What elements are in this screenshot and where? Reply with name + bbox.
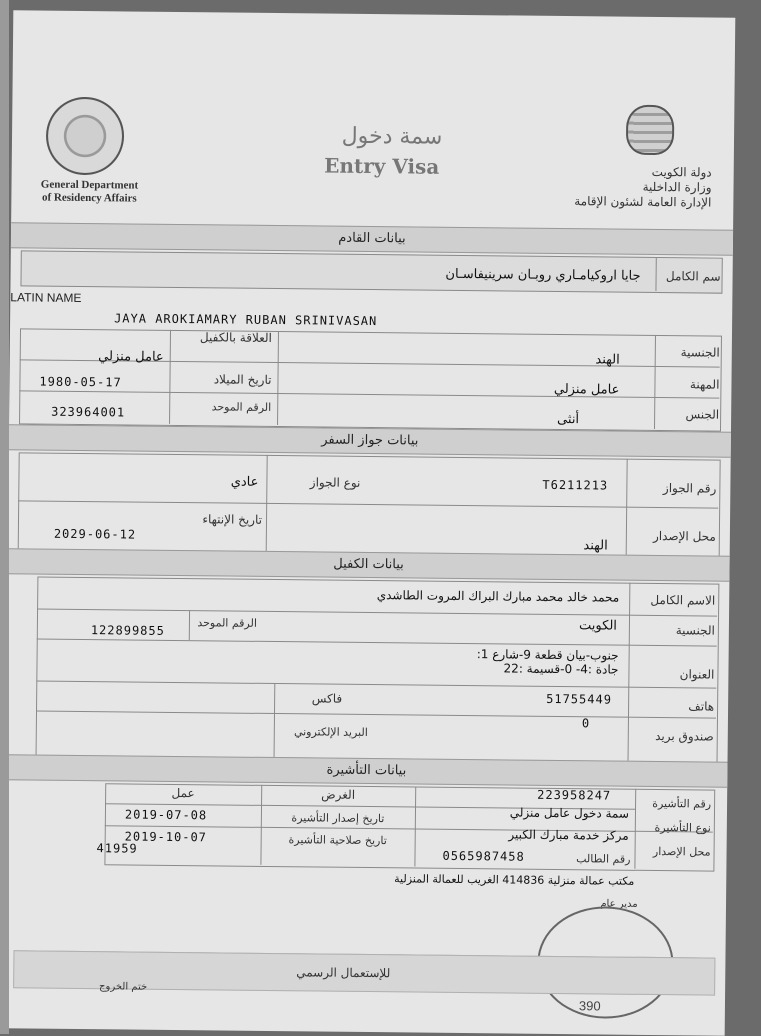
title-arabic: سمة دخول (341, 123, 443, 150)
left-org-name: General Department of Residency Affairs (40, 178, 139, 205)
visa-issue-place-value: مركز خدمة مبارك الكبير (508, 827, 629, 843)
visa-type-value: سمة دخول عامل منزلي (509, 805, 630, 821)
full-name-value: جايا اروكيامـاري روبـان سرينيفاسـان (445, 266, 641, 284)
expiry-value: 2029-06-12 (53, 526, 137, 542)
address-line-1: جنوب-بيان قطعة 9-شارع 1: (476, 647, 619, 663)
passport-type-value: عادي (230, 474, 259, 490)
residency-emblem-icon (46, 97, 125, 176)
issue-place-value: الهند (583, 538, 608, 554)
issue-date-value: 2019-07-08 (124, 807, 208, 823)
visa-type-label: نوع التأشيرة (654, 821, 711, 835)
pobox-label: صندوق بريد (655, 729, 714, 744)
sponsor-name-value: محمد خالد محمد مبارك البراك المروت الطاشدي (376, 588, 620, 605)
applicant-phone-label: رقم الطالب (576, 852, 631, 866)
unified-no-label: الرقم الموحد (211, 400, 272, 414)
visa-no-value: 223958247 (537, 787, 612, 803)
unified-no-value: 323964001 (51, 404, 126, 420)
phone-label: هاتف (688, 699, 715, 714)
title-english: Entry Visa (324, 153, 440, 179)
visa-no-label: رقم التأشيرة (652, 796, 712, 811)
profession-value: عامل منزلي (553, 381, 620, 398)
issue-date-label: تاريخ إصدار التأشيرة (291, 811, 385, 826)
passport-no-label: رقم الجواز (662, 481, 717, 496)
sponsor-nationality-value: الكويت (578, 618, 618, 634)
nationality-label: الجنسية (680, 345, 720, 360)
purpose-value: عمل (171, 785, 195, 801)
relation-label: العلاقة بالكفيل (199, 330, 273, 345)
scan-edge-left (0, 0, 9, 1034)
gender-value: أنثى (557, 411, 580, 428)
phone-value: 51755449 (546, 691, 613, 707)
official-use-label: للإستعمال الرسمي (296, 965, 391, 981)
ref-number: 41959 (96, 841, 138, 856)
nationality-value: الهند (595, 352, 620, 368)
issue-place-label: محل الإصدار (652, 528, 716, 544)
address-label: العنوان (679, 667, 715, 682)
applicant-phone-value: 0565987458 (442, 848, 525, 864)
birth-date-value: 1980-05-17 (39, 374, 122, 390)
signature-title: مدير عام (600, 898, 638, 910)
office-line: مكتب عمالة منزلية 414836 الغريب للعمالة المنزلية (394, 872, 635, 888)
latin-name-value: JAYA AROKIAMARY RUBAN SRINIVASAN (114, 311, 378, 329)
sponsor-nationality-label: الجنسية (675, 623, 715, 638)
passport-no-value: T6211213 (542, 477, 609, 493)
relation-value: عامل منزلي (98, 349, 164, 365)
passport-type-label: نوع الجواز (309, 475, 361, 490)
right-org-name: دولة الكويت وزارة الداخلية الإدارة العامة لشئون الإقامة (574, 164, 712, 210)
purpose-label: الغرض (321, 787, 356, 802)
birth-date-label: تاريخ الميلاد (213, 372, 272, 387)
address-line-2: جادة :4- 0-قسيمة :22 (503, 661, 619, 677)
sponsor-unified-no-value: 122899855 (90, 623, 165, 638)
passport-section-header: بيانات جواز السفر (9, 424, 731, 458)
expiry-label: تاريخ الإنتهاء (202, 512, 263, 527)
latin-name-label: LATIN NAME (10, 290, 82, 305)
visa-document (3, 10, 736, 1036)
email-label: البريد الإلكتروني (293, 725, 368, 739)
profession-label: المهنة (689, 377, 720, 392)
validity-value: 2019-10-07 (124, 829, 208, 845)
kuwait-crest-icon (626, 105, 675, 155)
full-name-label: سم الكامل (665, 269, 721, 284)
validity-label: تاريخ صلاحية التأشيرة (288, 833, 387, 848)
fax-label: فاكس (311, 691, 343, 706)
sponsor-section-header: بيانات الكفيل (7, 548, 729, 582)
sponsor-name-label: الاسم الكامل (650, 592, 716, 608)
applicant-section-header: بيانات القادم (11, 222, 733, 256)
pobox-value: 0 (581, 716, 591, 731)
visa-section-header: بيانات التأشيرة (5, 754, 727, 788)
exit-seal-label: ختم الخروج (99, 981, 148, 993)
stamp-number: 390 (578, 998, 601, 1014)
visa-issue-place-label: محل الإصدار (652, 844, 711, 859)
gender-label: الجنس (685, 407, 720, 422)
sponsor-unified-no-label: الرقم الموحد (197, 616, 258, 630)
